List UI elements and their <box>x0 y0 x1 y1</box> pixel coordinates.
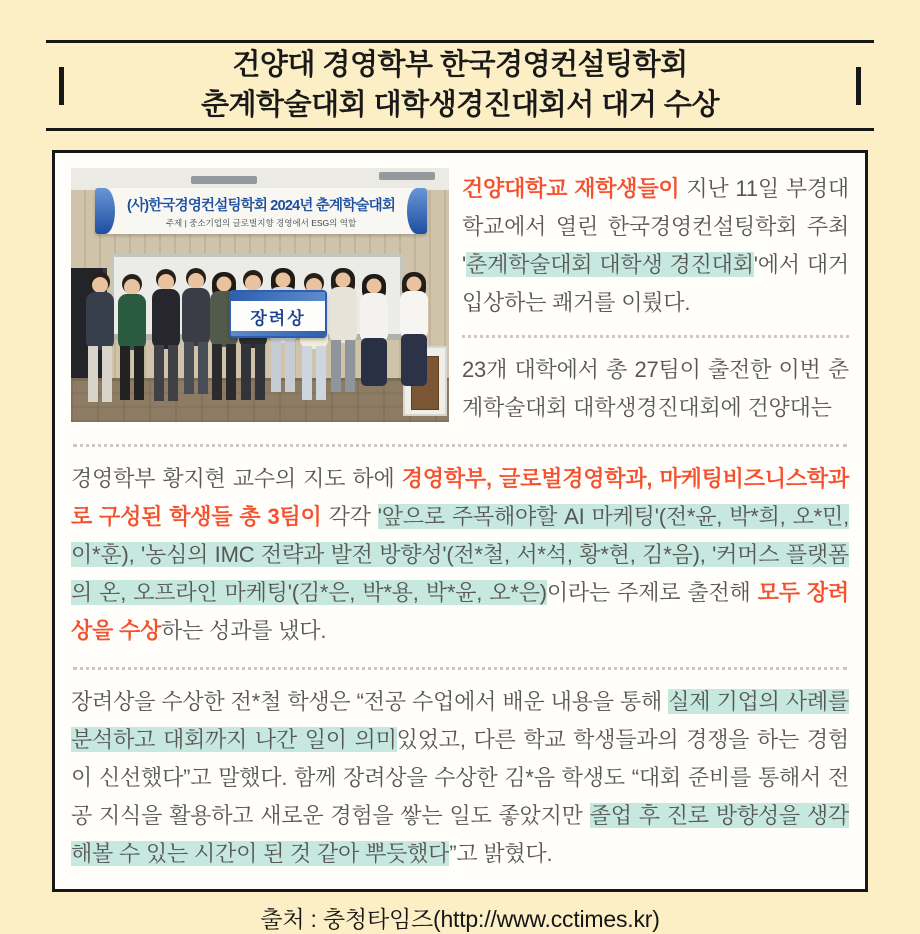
ceiling-vent <box>379 172 435 180</box>
article-paragraph-3: 경영학부 황지현 교수의 지도 하에 경영학부, 글로벌경영학과, 마케팅비즈니스학과로 구성된 학생들 총 3팀이 각각 '앞으로 주목해야할 AI 마케팅'(전*윤, 박*희, 오*민, 이*훈), '농심의 IMC 전략과 발전 방향성'(전*철, 서*석, 황*현, 김*음), '커머스 플랫폼의 온, 오프라인 마케팅'(김*은, 박*용, 박*윤, 오*은)이라는 주제로 출전해 모두 장려상을 수상하는 성과를 냈다. <box>71 466 849 643</box>
article-photo <box>71 168 449 422</box>
header-bottom-rule <box>46 128 874 131</box>
article-paragraph-4: 장려상을 수상한 전*철 학생은 “전공 수업에서 배운 내용을 통해 실제 기업의 사례를 분석하고 대회까지 나간 일이 의미있었고, 다른 학교 학생들과의 경쟁을 하는 경험이 신선했다”고 말했다. 함께 장려상을 수상한 김*음 학생도 “대회 준비를 통해서 전공 지식을 활용하고 새로운 경험을 쌓는 일도 좋았지만 졸업 후 진로 방향성을 생각해볼 수 있는 시간이 된 것 같아 뿌듯했다”고 밝혔다. <box>71 689 849 866</box>
dotted-divider <box>73 667 847 670</box>
lead-text-column <box>462 168 849 427</box>
dotted-divider <box>73 444 847 447</box>
event-banner <box>95 188 427 234</box>
award-sign <box>229 290 327 338</box>
source-attribution: 출처 : 충청타임즈(http://www.cctimes.kr) <box>260 906 660 932</box>
banner-title: (사)한국경영컨설팅학회 2024년 춘계학술대회 <box>126 197 396 214</box>
article-card <box>52 150 868 892</box>
photo-ceiling <box>71 168 449 190</box>
article-paragraph-1: 건양대학교 재학생들이 지난 11일 부경대학교에서 열린 한국경영컨설팅학회 주최 '춘계학술대회 대학생 경진대회'에서 대거 입상하는 쾌거를 이뤘다. <box>462 176 849 315</box>
award-sign-label: 장려상 <box>250 308 306 328</box>
article-top-row <box>71 168 849 427</box>
ceiling-vent <box>191 176 257 184</box>
news-header <box>0 0 920 131</box>
header-right-bar <box>856 67 861 105</box>
page-title-line2: 춘계학술대회 대학생경진대회서 대거 수상 <box>201 88 719 121</box>
header-left-bar <box>59 67 64 105</box>
award-sign-bottom-band <box>231 331 325 336</box>
header-title-row <box>46 43 874 128</box>
page-title <box>77 46 843 124</box>
award-sign-top-band <box>231 292 325 301</box>
banner-subtitle: 주제 | 중소기업의 글로벌지향 경영에서 ESG의 역할 <box>165 217 357 228</box>
article-paragraph-2: 23개 대학에서 총 27팀이 출전한 이번 춘계학술대회 대학생경진대회에 건양대는 <box>462 357 849 420</box>
page-title-line1: 건양대 경영학부 한국경영컨설팅학회 <box>232 49 688 82</box>
dotted-divider <box>462 335 849 338</box>
